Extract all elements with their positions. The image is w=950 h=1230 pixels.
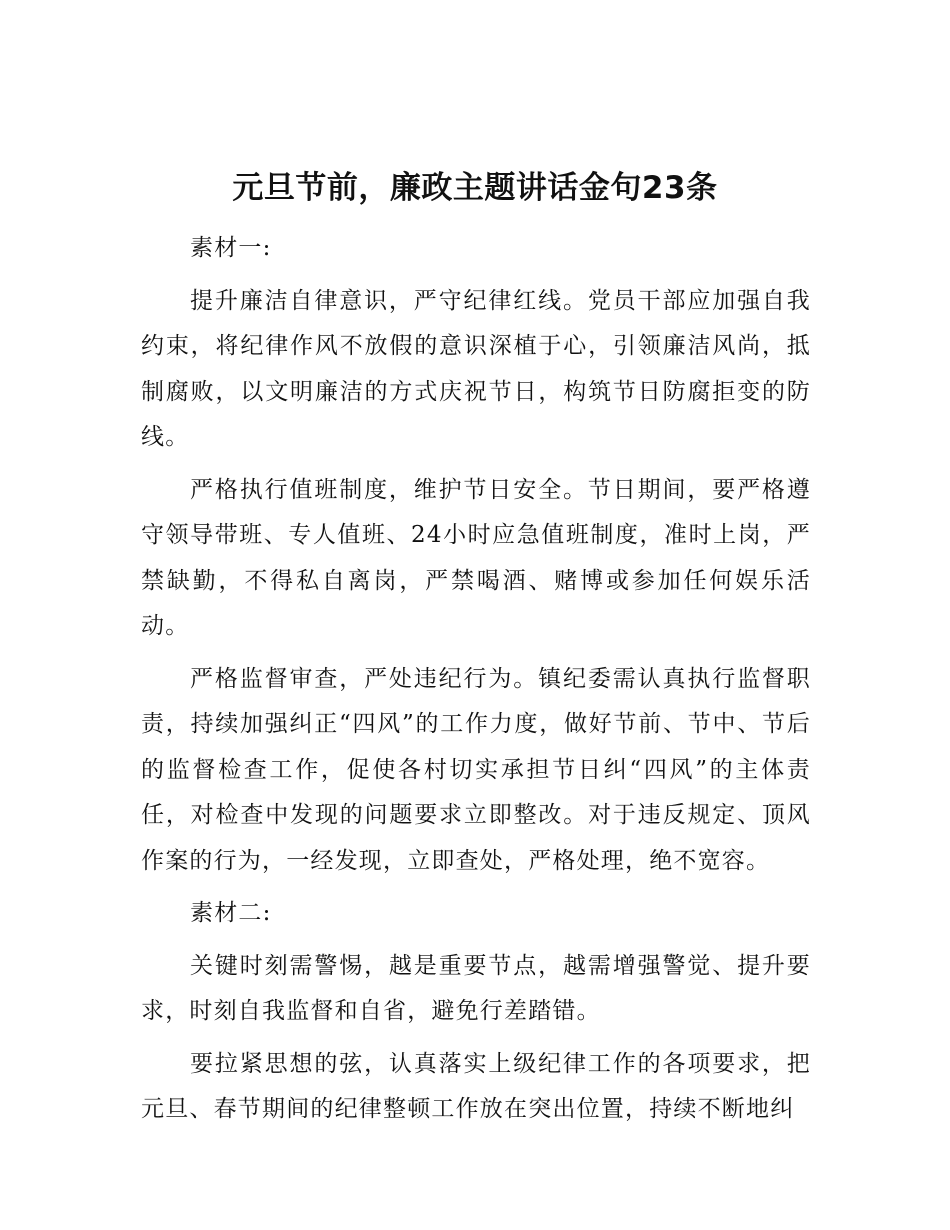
- section-label-material-2: 素材二:: [190, 900, 272, 926]
- paragraph-discipline-rectification: 要拉紧思想的弦，认真落实上级纪律工作的各项要求，把元旦、春节期间的纪律整顿工作放在突出位置，持续不断地纠: [141, 1050, 811, 1122]
- paragraph-vigilance: 关键时刻需警惕，越是重要节点，越需增强警觉、提升要求，时刻自我监督和自省，避免行差踏错。: [141, 952, 811, 1024]
- document-title: 元旦节前，廉政主题讲话金句23条: [232, 170, 718, 206]
- paragraph-duty-system: 严格执行值班制度，维护节日安全。节日期间，要严格遵守领导带班、专人值班、24小时应急值班制度，准时上岗，严禁缺勤，不得私自离岗，严禁喝酒、赌博或参加任何娱乐活动。: [141, 476, 811, 639]
- document-body: [141, 226, 811, 1140]
- paragraph-integrity-awareness: 提升廉洁自律意识，严守纪律红线。党员干部应加强自我约束，将纪律作风不放假的意识深植于心，引领廉洁风尚，抵制腐败，以文明廉洁的方式庆祝节日，构筑节日防腐拒变的防线。: [141, 287, 811, 450]
- section-label-material-1: 素材一:: [190, 235, 272, 261]
- paragraph-supervision: 严格监督审查，严处违纪行为。镇纪委需认真执行监督职责，持续加强纠正“四风”的工作力度，做好节前、节中、节后的监督检查工作，促使各村切实承担节日纠“四风”的主体责任，对检查中发现的问题要求立即整改。对于违反规定、顶风作案的行为，一经发现，立即查处，严格处理，绝不宽容。: [141, 665, 811, 874]
